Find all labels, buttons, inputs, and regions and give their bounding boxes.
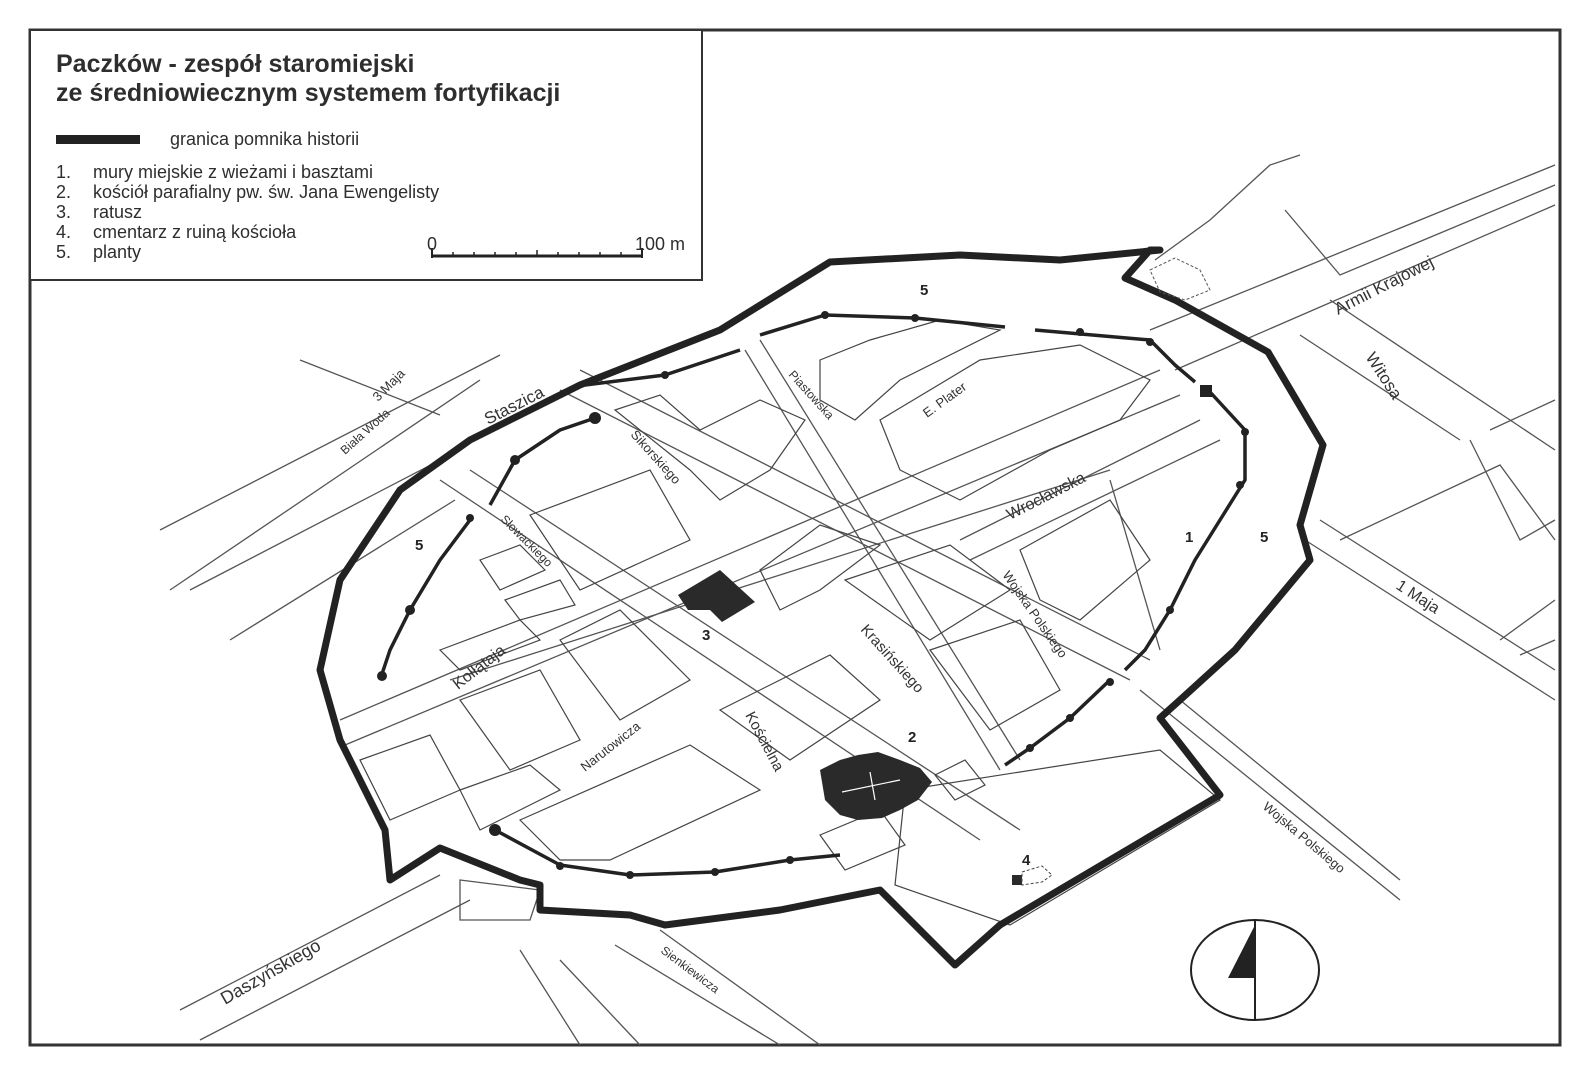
scale-end-label: 100 m [635, 234, 686, 254]
street-witosa: Witosa [1361, 348, 1406, 403]
north-arrow-icon [1191, 920, 1319, 1020]
street-sikorskiego: Sikorskiego [627, 426, 684, 487]
legend-item-num: 1. [56, 162, 72, 182]
street-e-plater: E. Plater [919, 378, 970, 421]
legend-item-num: 5. [56, 242, 72, 262]
legend-title-line2: ze średniowiecznym systemem fortyfikacji [56, 79, 561, 107]
street-sienkiewicza: Sienkiewicza [658, 943, 723, 997]
legend-item-label: cmentarz z ruiną kościoła [93, 222, 297, 242]
street-staszica: Staszica [481, 382, 548, 429]
street-piastowska: Piastowska [785, 367, 837, 423]
legend-item-label: ratusz [93, 202, 143, 222]
legend-boundary-label: granica pomnika historii [170, 129, 360, 149]
street-slowackiego: Słowackiego [497, 512, 556, 570]
street-armii-krajowej: Armii Krajowej [1331, 252, 1437, 319]
street-narutowicza: Narutowicza [577, 718, 644, 775]
marker-town-hall: 3 [702, 627, 711, 644]
marker-planty-east: 5 [1260, 529, 1269, 546]
street-wroclawska: Wrocławska [1004, 469, 1089, 524]
legend-item-label: kościół parafialny pw. św. Jana Ewengelisty [93, 182, 440, 202]
cemetery-chapel [1012, 875, 1022, 885]
marker-cemetery: 4 [1022, 852, 1031, 869]
legend-item-num: 2. [56, 182, 72, 202]
legend-item-label: mury miejskie z wieżami i basztami [93, 162, 374, 182]
legend [30, 30, 702, 280]
marker-church: 2 [908, 729, 917, 746]
street-wojska-polskiego-outer: Wojska Polskiego [1260, 798, 1349, 877]
street-koscielna: Kościelna [741, 708, 788, 775]
street-wojska-polskiego-inner: Wojska Polskiego [999, 568, 1071, 661]
street-biala-woda: Biała Woda [337, 405, 393, 458]
legend-item-num: 4. [56, 222, 72, 242]
legend-item-label: planty [93, 242, 142, 262]
street-krasinskiego: Krasińskiego [857, 621, 928, 697]
scale-start-label: 0 [427, 234, 438, 254]
street-1-maja: 1 Maja [1392, 577, 1443, 618]
legend-title-line1: Paczków - zespół staromiejski [56, 50, 415, 78]
legend-item-num: 3. [56, 202, 72, 222]
marker-planty-west: 5 [415, 537, 424, 554]
legend-boundary-swatch [56, 135, 140, 144]
marker-walls: 1 [1185, 529, 1194, 546]
street-3-maja: 3 Maja [369, 365, 408, 405]
street-daszynskiego: Daszyńskiego [217, 935, 325, 1009]
street-kollataja: Kołłątaja [449, 641, 509, 694]
marker-planty-north: 5 [920, 282, 929, 299]
